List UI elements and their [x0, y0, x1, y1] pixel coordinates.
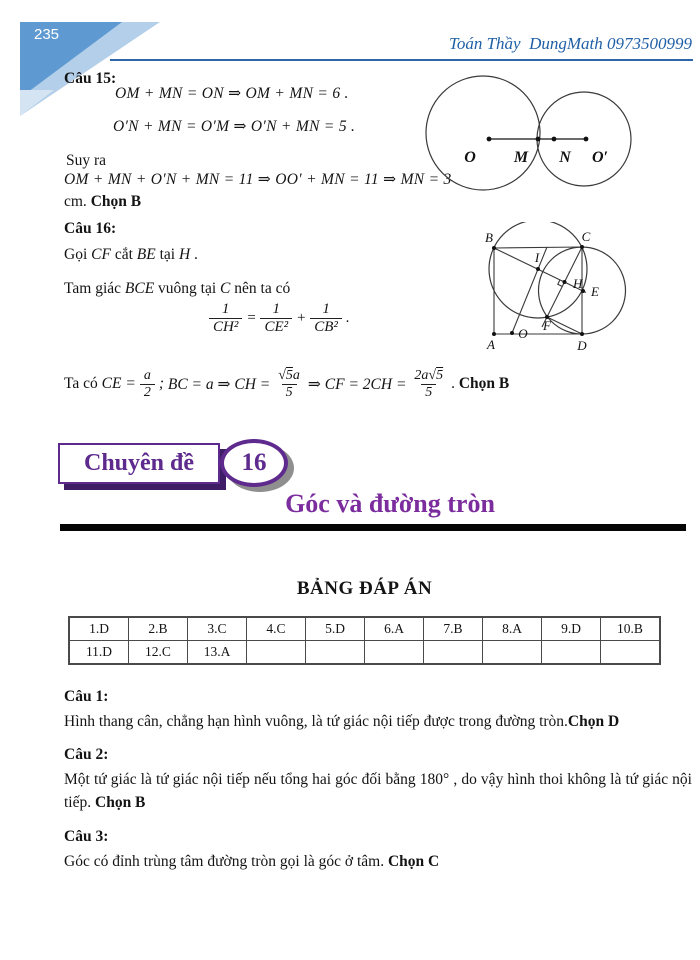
label-C: C	[581, 229, 591, 244]
text: tại	[155, 246, 179, 263]
point-I	[536, 267, 540, 271]
chapter-number-badge	[220, 439, 288, 487]
math-BC-CH: BC = a ⇒ CH =	[167, 375, 271, 393]
point-O	[487, 137, 492, 142]
label-A: A	[487, 337, 495, 352]
cau16-line1	[64, 243, 198, 266]
cau16-chon: Chọn B	[458, 375, 510, 392]
corner-triangle-graphic	[0, 0, 200, 130]
cau15-unit: cm.	[64, 193, 91, 210]
cau2-chon: Chọn B	[95, 794, 146, 811]
segment-O-through-I	[512, 247, 547, 333]
text: Tam giác	[64, 280, 125, 297]
answer-cell: 10.B	[601, 617, 661, 641]
answer-cell	[542, 641, 601, 665]
answer-cell: 12.C	[129, 641, 188, 665]
point-A	[492, 332, 496, 336]
answer-cell: 9.D	[542, 617, 601, 641]
cau3-solution	[64, 850, 692, 873]
label-O: O	[464, 149, 476, 166]
label-H: H	[573, 276, 583, 291]
table-row	[69, 641, 660, 665]
factor: a	[292, 367, 300, 383]
cau15-eq1: OM + MN = ON ⇒ OM + MN = 6 .	[115, 85, 349, 102]
label-B: B	[485, 230, 493, 245]
answer-cell: 4.C	[247, 617, 306, 641]
cau1-chon: Chọn D	[567, 713, 620, 730]
var-C: C	[220, 280, 231, 297]
fraction-CB	[310, 301, 342, 336]
fraction-sqrt5a-5	[274, 368, 304, 400]
answer-cell: 13.A	[188, 641, 247, 665]
text: Ta có	[64, 375, 102, 392]
cau2-label: Câu 2:	[64, 746, 109, 763]
radicand: 5	[285, 367, 293, 383]
math-CE: CE =	[101, 375, 136, 392]
cau16-line2	[64, 277, 290, 300]
semicolon: ;	[158, 375, 168, 392]
plus-sign: +	[296, 309, 307, 326]
cau15-figure	[418, 72, 696, 207]
fraction-CH	[209, 301, 242, 336]
section-divider-bar	[60, 524, 686, 531]
point-H	[563, 280, 567, 284]
label-F: F	[543, 318, 551, 333]
fraction-a-2	[140, 368, 155, 400]
answer-cell: 1.D	[69, 617, 129, 641]
cau3-chon: Chọn C	[387, 853, 440, 870]
chapter-number: 16	[241, 449, 267, 476]
point-D	[580, 332, 584, 336]
period: .	[345, 309, 350, 326]
point-C	[580, 245, 584, 249]
math-CF: ⇒ CF = 2CH =	[307, 375, 407, 393]
cau3-label: Câu 3:	[64, 828, 109, 845]
answer-key-table	[68, 616, 661, 665]
answer-cell	[306, 641, 365, 665]
cau15-chon: Chọn B	[90, 193, 142, 210]
denominator: CB²	[310, 318, 342, 336]
point-O-prime	[584, 137, 589, 142]
factor: 2a	[414, 367, 429, 383]
radicand: 5	[436, 367, 444, 383]
denominator: CH²	[209, 318, 242, 336]
fraction-CE	[260, 301, 292, 336]
sqrt-sign: √	[278, 367, 286, 383]
answer-cell	[601, 641, 661, 665]
circle-O	[426, 76, 540, 190]
denominator: 5	[421, 384, 436, 401]
cau1-label: Câu 1:	[64, 688, 109, 705]
answer-key-heading: BẢNG ĐÁP ÁN	[296, 578, 433, 599]
cau16-result-line	[64, 362, 509, 406]
cau15-eq2: O′N + MN = O′M ⇒ O′N + MN = 5 .	[113, 118, 356, 135]
numerator: 1	[322, 301, 330, 317]
brand-watermark: Toán Thầy DungMath 0973500999	[448, 34, 692, 53]
point-B	[492, 246, 496, 250]
equals-sign: =	[246, 309, 257, 326]
denominator: 2	[140, 384, 155, 401]
solution-text: Góc có đỉnh trùng tâm đường tròn gọi là góc ở tâm.	[64, 853, 388, 870]
table-row	[69, 617, 660, 641]
answer-cell: 5.D	[306, 617, 365, 641]
var-H: H	[178, 246, 191, 263]
solution-text: Một tứ giác là tứ giác nội tiếp nếu tổng hai góc đối bằng 180° , do vậy hình thoi không là tứ giác nội tiếp.	[64, 771, 692, 811]
answer-cell: 8.A	[483, 617, 542, 641]
point-M	[536, 137, 541, 142]
cau2-solution	[64, 768, 692, 814]
solution-text: Hình thang cân, chẳng hạn hình vuông, là tứ giác nội tiếp được trong đường tròn.	[64, 713, 568, 730]
cau16-label: Câu 16:	[64, 220, 117, 237]
fraction-2a-sqrt5-5	[410, 368, 447, 400]
cau15-conclusion	[64, 190, 141, 213]
answer-cell: 7.B	[424, 617, 483, 641]
label-E: E	[591, 284, 599, 299]
var-BCE: BCE	[124, 280, 155, 297]
text: nên ta có	[230, 280, 291, 297]
answer-cell	[247, 641, 306, 665]
label-M: M	[513, 149, 529, 166]
chapter-banner-box	[58, 443, 220, 484]
cau15-label: Câu 15:	[64, 70, 117, 87]
numerator: 1	[272, 301, 281, 317]
label-O-prime: O′	[591, 149, 609, 166]
var-CF: CF	[91, 246, 111, 263]
period: .	[451, 375, 459, 392]
answer-cell	[483, 641, 542, 665]
numerator	[410, 368, 447, 384]
var-BE: BE	[136, 246, 156, 263]
cau16-fraction-equation	[205, 301, 350, 336]
cau1-solution	[64, 710, 692, 733]
cau16-figure	[465, 222, 660, 360]
segment-FD	[547, 317, 582, 334]
sqrt-sign: √	[428, 367, 437, 383]
text: cắt	[110, 246, 137, 263]
page-number: 235	[34, 26, 60, 43]
answer-cell	[365, 641, 424, 665]
answer-cell	[424, 641, 483, 665]
point-O	[510, 331, 514, 335]
answer-cell: 6.A	[365, 617, 424, 641]
numerator: a	[143, 367, 151, 383]
header-rule	[110, 59, 693, 61]
answer-cell: 11.D	[69, 641, 129, 665]
point-N	[552, 137, 557, 142]
chapter-title: Góc và đường tròn	[285, 489, 495, 518]
label-N: N	[559, 149, 571, 166]
chapter-banner-text: Chuyên đề	[83, 450, 195, 476]
text: Gọi	[64, 246, 92, 263]
cau15-eq3: OM + MN + O′N + MN = 11 ⇒ OO′ + MN = 11 ⇒ MN = 3	[64, 171, 452, 188]
denominator: CE²	[260, 318, 292, 336]
numerator: 1	[221, 301, 230, 317]
cau15-suyra: Suy ra	[66, 152, 107, 169]
answer-cell: 2.B	[129, 617, 188, 641]
text: vuông tại	[154, 280, 221, 297]
label-D: D	[577, 338, 587, 353]
label-I: I	[534, 250, 540, 265]
numerator	[274, 368, 304, 384]
answer-cell: 3.C	[188, 617, 247, 641]
text: .	[190, 246, 198, 263]
denominator: 5	[282, 384, 297, 401]
label-O: O	[518, 326, 528, 341]
